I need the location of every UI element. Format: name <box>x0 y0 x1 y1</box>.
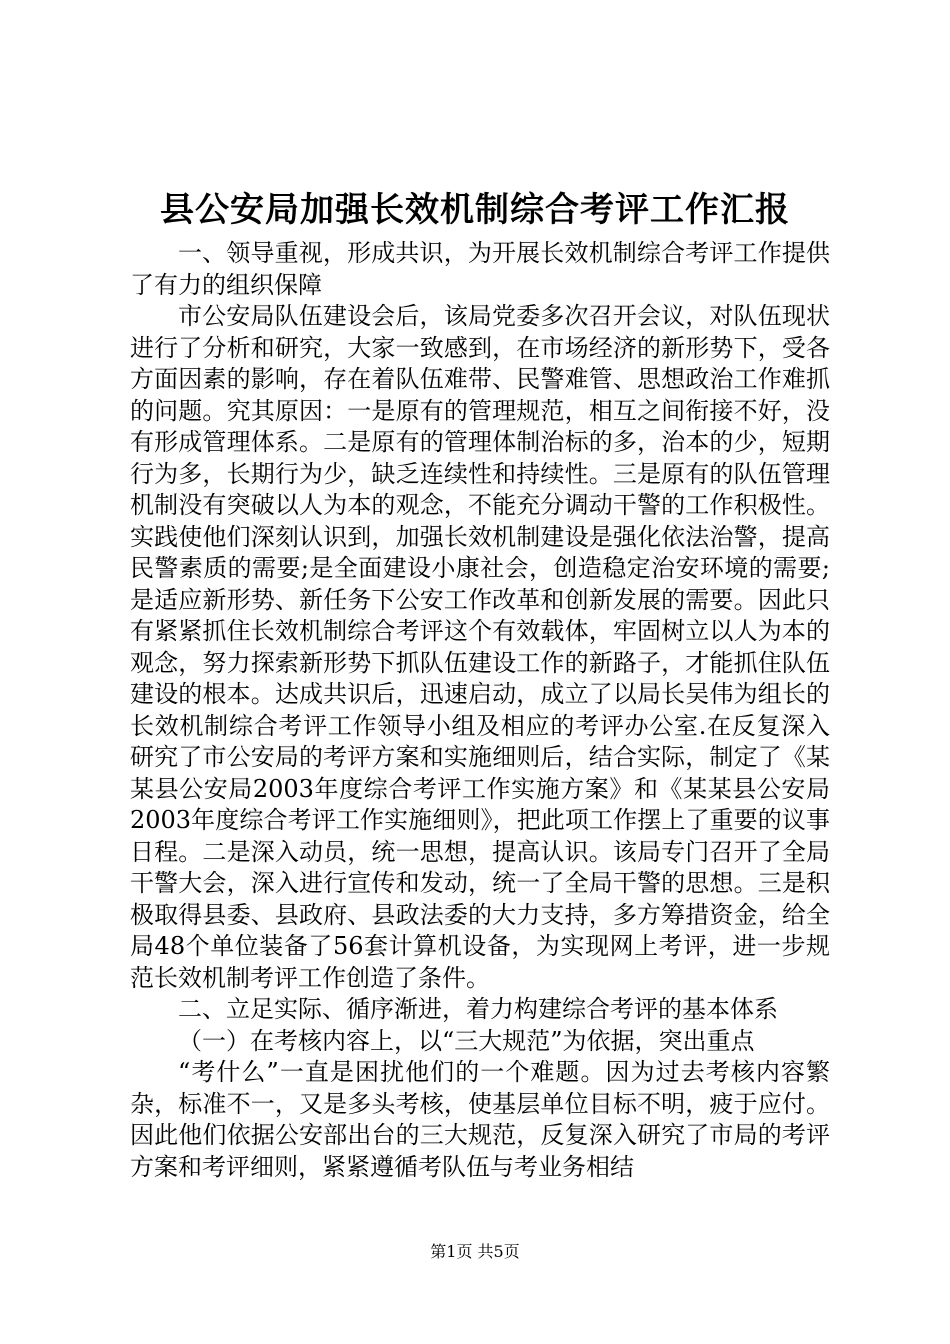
document-title: 县公安局加强长效机制综合考评工作汇报 <box>160 190 790 230</box>
section-heading-1: 一、领导重视，形成共识，为开展长效机制综合考评工作提供了有力的组织保障 <box>130 239 830 299</box>
subsection-heading-1: （一）在考核内容上，以“三大规范”为依据，突出重点 <box>178 1026 755 1055</box>
section-heading-2: 二、立足实际、循序渐进，着力构建综合考评的基本体系 <box>178 995 778 1023</box>
document-body <box>130 238 830 1183</box>
body-paragraph-1: 市公安局队伍建设会后，该局党委多次召开会议，对队伍现状进行了分析和研究，大家一致感到，在市场经济的新形势下，受各方面因素的影响，存在着队伍难带、民警难管、思想政治工作难抓的问题。究其原因：一是原有的管理规范，相互之间衔接不好，没有形成管理体系。二是原有的管理体制治标的多，治本的少，短期行为多，长期行为少，缺乏连续性和持续性。三是原有的队伍管理机制没有突破以人为本的观念，不能充分调动干警的工作积极性。实践使他们深刻认识到，加强长效机制建设是强化依法治警，提高民警素质的需要;是全面建设小康社会，创造稳定治安环境的需要;是适应新形势、新任务下公安工作改革和创新发展的需要。因此只有紧紧抓住长效机制综合考评这个有效载体，牢固树立以人为本的观念，努力探索新形势下抓队伍建设工作的新路子，才能抓住队伍建设的根本。达成共识后，迅速启动，成立了以局长吴伟为组长的长效机制综合考评工作领导小组及相应的考评办公室.在反复深入研究了市公安局的考评方案和实施细则后，结合实际，制定了《某某县公安局2003年度综合考评工作实施方案》和《某某县公安局2003年度综合考评工作实施细则》，把此项工作摆上了重要的议事日程。二是深入动员，统一思想，提高认识。该局专门召开了全局干警大会，深入进行宣传和发动，统一了全局干警的思想。三是积极取得县委、县政府、县政法委的大力支持，多方筹措资金，给全局48个单位装备了56套计算机设备，为实现网上考评，进一步规范长效机制考评工作创造了条件。 <box>130 302 830 992</box>
page-number-footer: 第1页 共5页 <box>430 1242 520 1261</box>
body-paragraph-2: “考什么”一直是困扰他们的一个难题。因为过去考核内容繁杂，标准不一，又是多头考核，使基层单位目标不明，疲于应付。因此他们依据公安部出台的三大规范，反复深入研究了市局的考评方案和考评细则，紧紧遵循考队伍与考业务相结 <box>130 1058 830 1181</box>
